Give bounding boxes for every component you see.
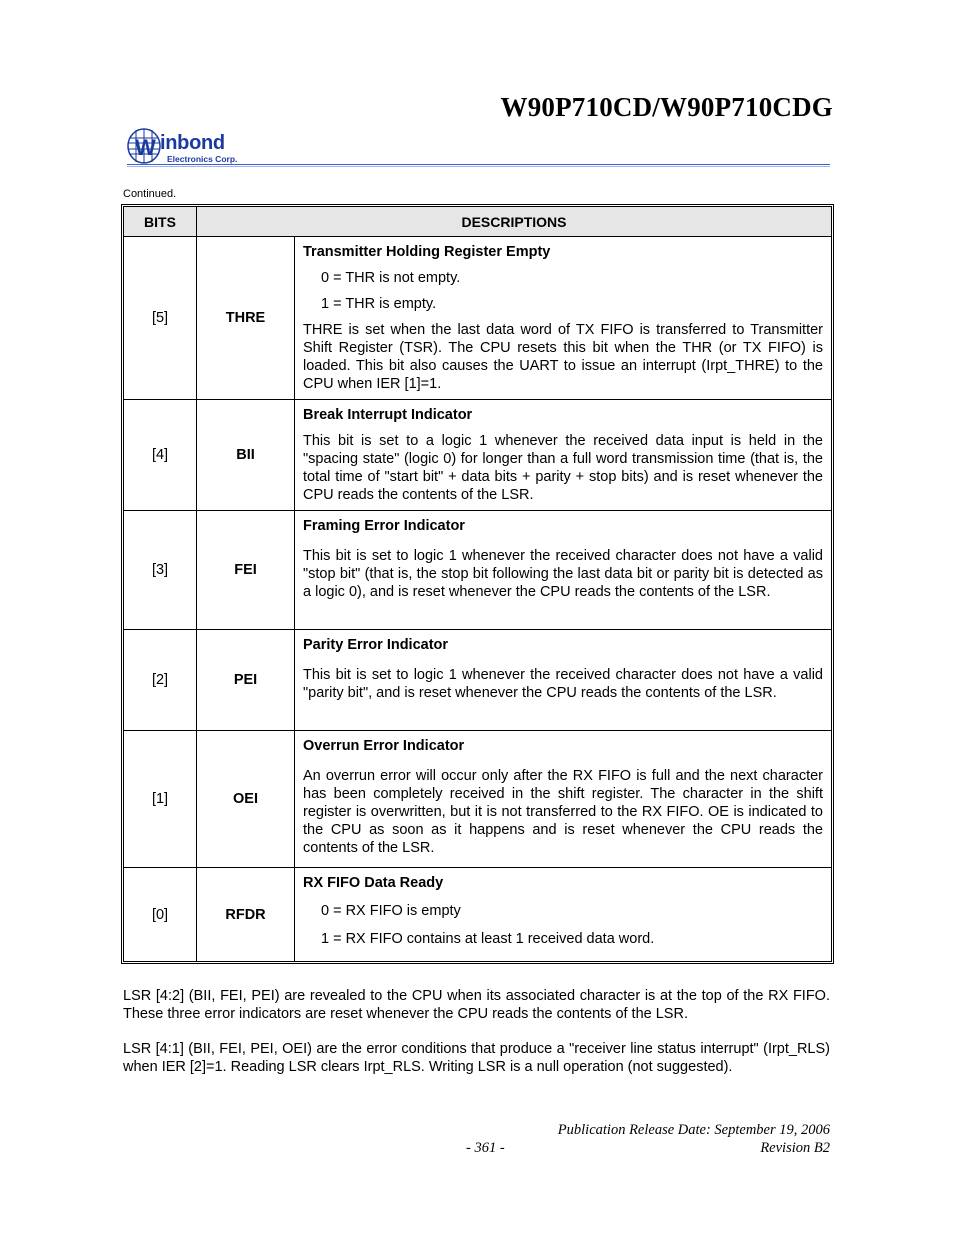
field-description: An overrun error will occur only after the RX FIFO is full and the next character has been completely received in the shift register. The character in the shift register is overwritten, but it is not transferred to the RX FIFO. OE is indicated to the CPU as soon as it happens and is reset whenever the CPU reads the contents of the LSR. [303,768,823,856]
field-name-cell: RFDR [197,868,295,962]
svg-text:W: W [135,135,156,160]
logo-subtitle: Electronics Corp. [167,154,238,164]
description-cell [295,630,832,731]
document-title: W90P710CD/W90P710CDG [500,92,833,122]
field-heading: Framing Error Indicator [303,518,465,534]
description-cell [295,237,832,400]
field-heading: Transmitter Holding Register Empty [303,244,551,260]
table-header-row [124,207,832,237]
value-item: 0 = RX FIFO is empty [321,903,461,919]
value-item: 0 = THR is not empty. [321,270,461,286]
value-item: 1 = THR is empty. [321,296,437,312]
field-description: THRE is set when the last data word of TX FIFO is transferred to Transmitter Shift Register (TSR). The CPU resets this bit when the THR (or TX FIFO) is loaded. This bit also causes the UART to issue an interrupt (Irpt_THRE) to the CPU when IER [1]=1. [303,322,823,392]
description-cell [295,511,832,630]
bit-cell: [3] [124,511,197,630]
description-cell [295,731,832,868]
table-row [124,630,832,731]
header-rule [127,164,830,165]
field-name-cell: FEI [197,511,295,630]
bit-cell: [0] [124,868,197,962]
table-row [124,400,832,511]
field-heading: RX FIFO Data Ready [303,875,444,891]
field-heading: Parity Error Indicator [303,637,449,653]
logo-wordmark: inbond [160,132,225,154]
value-item: 1 = RX FIFO contains at least 1 received data word. [321,931,655,947]
bit-cell: [2] [124,630,197,731]
field-name-cell: OEI [197,731,295,868]
field-heading: Overrun Error Indicator [303,738,465,754]
register-bits-table [123,206,832,962]
publication-release-date: Publication Release Date: September 19, 2006 [557,1122,830,1138]
bit-cell: [1] [124,731,197,868]
field-description: This bit is set to logic 1 whenever the received character does not have a valid "stop bit" (that is, the stop bit following the last data bit or parity bit is detected as a logic 0), and is reset whenever the CPU reads the contents of the LSR. [303,548,823,600]
description-cell [295,868,832,962]
bit-cell: [4] [124,400,197,511]
revision-label: Revision B2 [760,1140,830,1156]
field-name-cell: BII [197,400,295,511]
field-heading: Break Interrupt Indicator [303,407,473,423]
bit-cell: [5] [124,237,197,400]
table-row [124,731,832,868]
field-description: This bit is set to a logic 1 whenever the received data input is held in the "spacing state" (logic 0) for longer than a full word transmission time (that is, the total time of "start bit" + data bits + parity + stop bits) and is reset whenever the CPU reads the contents of the LSR. [303,433,823,503]
field-name-cell: PEI [197,630,295,731]
table-row [124,511,832,630]
field-description: This bit is set to logic 1 whenever the received character does not have a valid "parity bit", and is reset whenever the CPU reads the contents of the LSR. [303,667,823,701]
body-paragraph: LSR [4:2] (BII, FEI, PEI) are revealed to the CPU when its associated character is at the top of the RX FIFO. These three error indicators are reset whenever the CPU reads the contents of the LSR. [123,988,830,1022]
table-row [124,868,832,962]
page-number: - 361 - [466,1140,505,1156]
header-rule-light [127,166,830,167]
continued-label: Continued. [123,188,177,200]
descriptions-header: DESCRIPTIONS [197,207,832,237]
bits-header: BITS [124,207,197,237]
field-name-cell: THRE [197,237,295,400]
winbond-logo [127,126,252,166]
table-row [124,237,832,400]
description-cell [295,400,832,511]
body-paragraph: LSR [4:1] (BII, FEI, PEI, OEI) are the error conditions that produce a "receiver line status interrupt" (Irpt_RLS) when IER [2]=1. Reading LSR clears Irpt_RLS. Writing LSR is a null operation (not suggested). [123,1041,830,1075]
